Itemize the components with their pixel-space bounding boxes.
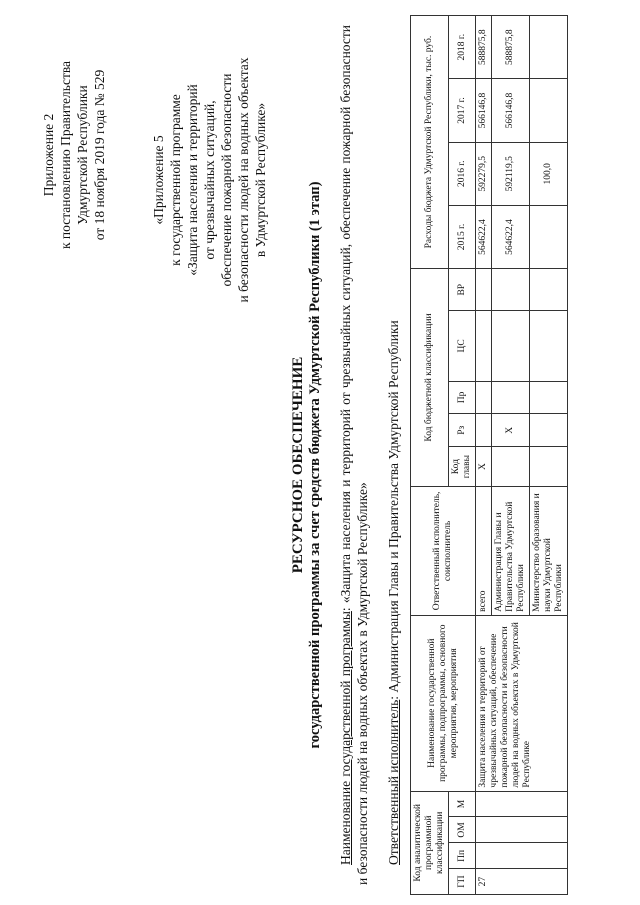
cell-glava xyxy=(530,447,568,487)
responsible-executor-line xyxy=(385,5,402,865)
responsible-executor-value: : Администрация Главы и Правительства Удмуртской Республики xyxy=(386,320,401,700)
table-row xyxy=(476,16,492,895)
appendix-2-line: к постановлению Правительства xyxy=(58,60,73,250)
cell-pr xyxy=(492,381,530,414)
cell-rz xyxy=(530,414,568,447)
document-title: РЕСУРСНОЕ ОБЕСПЕЧЕНИЕ xyxy=(290,356,306,574)
cell-2015 xyxy=(530,205,568,268)
appendix-2-line: Удмуртской Республики xyxy=(75,85,90,225)
cell-2016: 592279,5 xyxy=(476,142,492,205)
appendix-2-line: от 18 ноября 2019 года № 529 xyxy=(92,69,107,241)
appendix-5-line: обеспечение пожарной безопасности xyxy=(219,73,234,287)
cell-gp: 27 xyxy=(476,869,568,895)
subheader-pr: Пр xyxy=(449,381,476,414)
subheader-om: ОМ xyxy=(449,817,476,843)
cell-cs xyxy=(530,311,568,381)
header-expenses: Расходы бюджета Удмуртской Республики, тыс. руб. xyxy=(411,16,449,269)
cell-2016: 100,0 xyxy=(530,142,568,205)
cell-2018: 588875,8 xyxy=(492,16,530,79)
cell-vr xyxy=(476,269,492,311)
appendix-5-line: от чрезвычайных ситуаций, xyxy=(202,100,217,260)
cell-m xyxy=(476,791,568,817)
subheader-pp: Пп xyxy=(449,843,476,869)
cell-2016: 592119,5 xyxy=(492,142,530,205)
subheader-glava: Код главы xyxy=(449,447,476,487)
program-name-value: : «Защита населения и территорий от чрезвычайных ситуаций, обеспечение пожарной безопасности и безопасности людей на водных объектах в Удмуртской Республике» xyxy=(338,25,370,885)
appendix-5-line: в Удмуртской Республике» xyxy=(253,102,268,258)
cell-cs xyxy=(492,311,530,381)
cell-rz xyxy=(476,414,492,447)
cell-glava xyxy=(492,447,530,487)
appendix-2-line: Приложение 2 xyxy=(41,113,56,197)
cell-executor: всего xyxy=(476,487,492,616)
cell-2015: 564622,4 xyxy=(492,205,530,268)
appendix-5-header xyxy=(150,15,269,345)
appendix-5-line: к государственной программе xyxy=(168,94,183,266)
cell-executor: Администрация Главы и Правительства Удмуртской Республики xyxy=(492,487,530,616)
header-code: Код аналитической программной классификации xyxy=(411,791,449,894)
header-executor: Ответственный исполнитель, соисполнитель xyxy=(411,487,476,616)
cell-pp xyxy=(476,843,568,869)
subheader-rz: Рз xyxy=(449,414,476,447)
subheader-2016: 2016 г. xyxy=(449,142,476,205)
appendix-5-line: и безопасности людей на водных объектах xyxy=(236,57,251,303)
cell-program-name: Защита населения и территорий от чрезвычайных ситуаций, обеспечение пожарной безопасности и безопасности людей на водных объектах в Удмуртской Республике xyxy=(476,615,568,791)
cell-om xyxy=(476,817,568,843)
cell-2017: 566146,8 xyxy=(492,79,530,142)
cell-executor: Министерство образования и науки Удмуртской Республики xyxy=(530,487,568,616)
cell-vr xyxy=(492,269,530,311)
cell-vr xyxy=(530,269,568,311)
cell-2015: 564622,4 xyxy=(476,205,492,268)
cell-cs xyxy=(476,311,492,381)
cell-2018 xyxy=(530,16,568,79)
resource-table xyxy=(410,15,568,895)
appendix-2-header xyxy=(40,25,108,285)
header-budget-code: Код бюджетной классификации xyxy=(411,269,449,487)
subheader-2015: 2015 г. xyxy=(449,205,476,268)
subheader-cs: ЦС xyxy=(449,311,476,381)
subheader-m: М xyxy=(449,791,476,817)
document-subtitle: государственной программы за счет средств бюджета Удмуртской Республики (1 этап) xyxy=(307,181,323,749)
subheader-2017: 2017 г. xyxy=(449,79,476,142)
program-name-label: Наименование государственной программы xyxy=(338,611,353,865)
cell-2017: 566146,8 xyxy=(476,79,492,142)
subheader-vr: ВР xyxy=(449,269,476,311)
appendix-5-line: «Защита населения и территорий xyxy=(185,84,200,276)
cell-2017 xyxy=(530,79,568,142)
program-name-line xyxy=(337,25,371,885)
cell-pr xyxy=(476,381,492,414)
appendix-5-line: «Приложение 5 xyxy=(151,135,166,225)
responsible-executor-label: Ответственный исполнитель xyxy=(386,699,401,865)
cell-pr xyxy=(530,381,568,414)
subheader-gp: ГП xyxy=(449,869,476,895)
cell-rz: Х xyxy=(492,414,530,447)
table-header-row xyxy=(411,16,449,895)
cell-2018: 588875,8 xyxy=(476,16,492,79)
cell-glava: Х xyxy=(476,447,492,487)
subheader-2018: 2018 г. xyxy=(449,16,476,79)
header-name: Наименование государственной программы, подпрограммы, основного мероприятия, мероприятия xyxy=(411,615,476,791)
